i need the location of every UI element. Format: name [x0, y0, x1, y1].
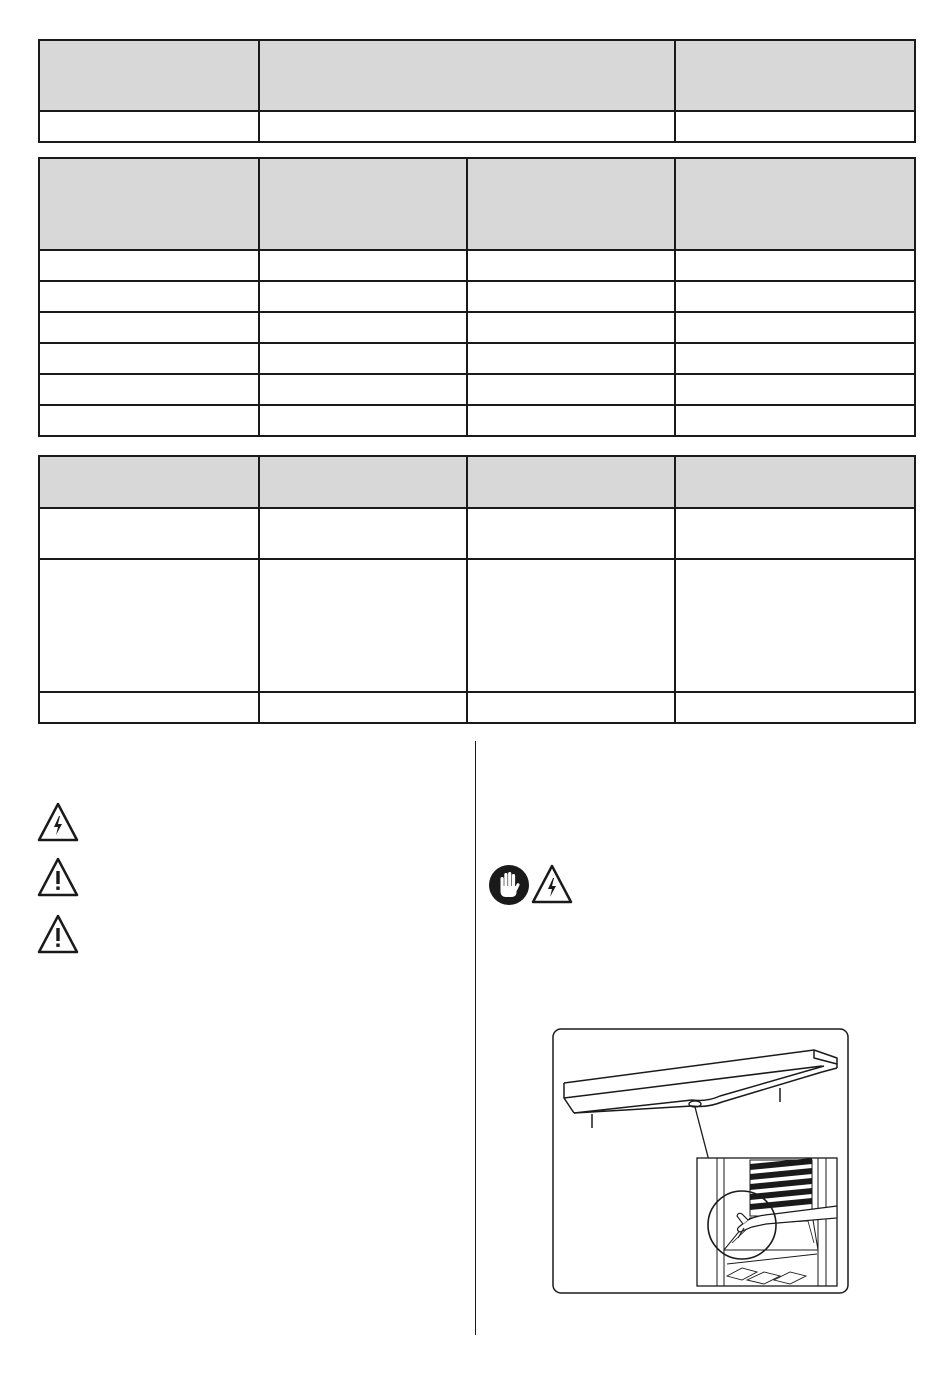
table-2-cell: [675, 405, 915, 436]
table-2-cell: [39, 343, 259, 374]
table-3-row: [39, 692, 915, 723]
table-3-cell: [675, 559, 915, 692]
table-2-cell: [259, 343, 467, 374]
table-2-cell: [467, 343, 675, 374]
table-3-header-cell: [39, 456, 259, 508]
table-2-cell: [675, 250, 915, 281]
table-3-cell: [259, 508, 467, 559]
electric-warning-icon: [531, 864, 573, 904]
table-1-header-cell: [39, 40, 259, 111]
table-2: [38, 157, 916, 437]
table-3-header-cell: [467, 456, 675, 508]
table-2-cell: [467, 374, 675, 405]
table-2-cell: [259, 250, 467, 281]
table-3-cell: [467, 508, 675, 559]
table-2-header-row: [39, 158, 915, 250]
table-2-row: [39, 405, 915, 436]
table-3-header-cell: [259, 456, 467, 508]
table-1-row: [39, 111, 915, 142]
table-1-header-row: [39, 40, 915, 111]
table-3-cell: [675, 692, 915, 723]
table-2-row: [39, 312, 915, 343]
table-3-header-cell: [675, 456, 915, 508]
table-3: [38, 455, 916, 724]
caution-icon: [37, 857, 79, 897]
table-3-cell: [259, 692, 467, 723]
table-2-header-cell: [675, 158, 915, 250]
table-2-row: [39, 250, 915, 281]
table-2-cell: [259, 281, 467, 312]
table-2-cell: [39, 374, 259, 405]
table-2-cell: [467, 405, 675, 436]
table-3-cell: [675, 508, 915, 559]
table-2-cell: [39, 250, 259, 281]
table-2-cell: [675, 343, 915, 374]
table-3-cell: [259, 559, 467, 692]
table-2-cell: [467, 312, 675, 343]
table-2-cell: [675, 281, 915, 312]
table-2-header-cell: [467, 158, 675, 250]
table-3-cell: [467, 692, 675, 723]
table-2-cell: [39, 281, 259, 312]
table-3-row: [39, 559, 915, 692]
table-3-cell: [39, 508, 259, 559]
table-2-row: [39, 343, 915, 374]
table-3-cell: [467, 559, 675, 692]
table-2-cell: [39, 405, 259, 436]
table-2-cell: [675, 374, 915, 405]
table-2-cell: [259, 312, 467, 343]
table-2-row: [39, 374, 915, 405]
table-3-header-row: [39, 456, 915, 508]
table-2-cell: [39, 312, 259, 343]
table-1-header-cell: [259, 40, 675, 111]
table-2-row: [39, 281, 915, 312]
table-2-cell: [259, 374, 467, 405]
column-divider: [475, 741, 476, 1335]
table-3-row: [39, 508, 915, 559]
table-1-header-cell: [675, 40, 915, 111]
table-2-cell: [467, 281, 675, 312]
table-2-cell: [675, 312, 915, 343]
caution-icon: [37, 914, 79, 954]
table-3-cell: [39, 559, 259, 692]
table-2-cell: [467, 250, 675, 281]
table-1: [38, 39, 916, 143]
table-1-cell: [675, 111, 915, 142]
electric-warning-icon: [37, 802, 79, 842]
table-2-header-cell: [39, 158, 259, 250]
table-2-cell: [259, 405, 467, 436]
drain-hole-illustration: [552, 1028, 849, 1294]
table-1-cell: [39, 111, 259, 142]
hand-stop-icon: [488, 864, 530, 906]
table-2-header-cell: [259, 158, 467, 250]
table-3-cell: [39, 692, 259, 723]
table-1-cell: [259, 111, 675, 142]
